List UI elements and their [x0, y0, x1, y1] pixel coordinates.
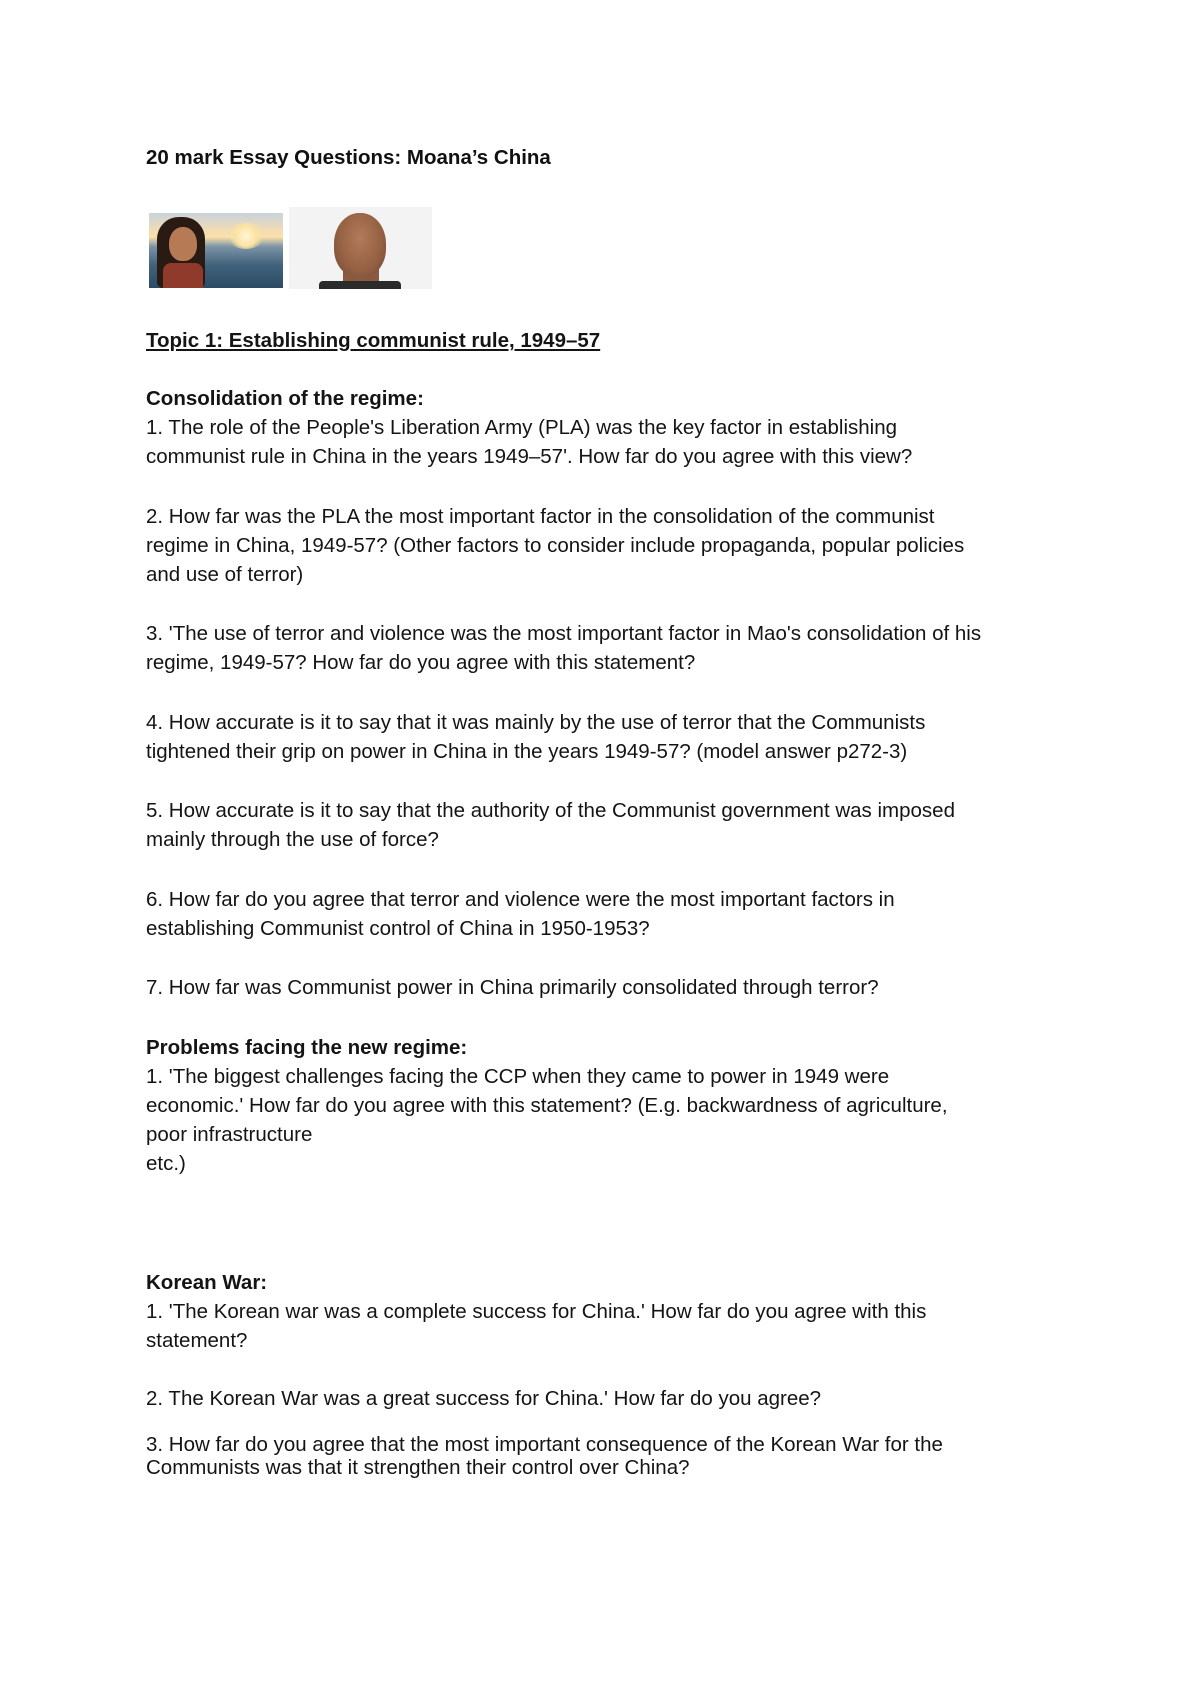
consolidation-q4-line2: tightened their grip on power in China in the years 1949-57? (model answer p272-3)	[146, 740, 908, 763]
consolidation-q6-line2: establishing Communist control of China in 1950-1953?	[146, 917, 650, 940]
consolidation-q6-line1: 6. How far do you agree that terror and violence were the most important factors in	[146, 888, 895, 911]
korean-q2-line1: 2. The Korean War was a great success for China.' How far do you agree?	[146, 1387, 822, 1410]
consolidation-q3-line1: 3. 'The use of terror and violence was the most important factor in Mao's consolidation of his	[146, 622, 982, 645]
sunset-sun	[227, 223, 265, 249]
problems-q1-line4: etc.)	[146, 1152, 186, 1175]
consolidation-q7-line1: 7. How far was Communist power in China primarily consolidated through terror?	[146, 976, 879, 999]
consolidation-q2-line2: regime in China, 1949-57? (Other factors to consider include propaganda, popular policies	[146, 534, 965, 557]
consolidation-q1-line2: communist rule in China in the years 1949–57'. How far do you agree with this view?	[146, 445, 913, 468]
korean-q3-line1: 3. How far do you agree that the most important consequence of the Korean War for the	[146, 1433, 943, 1456]
moana-image	[149, 213, 283, 288]
rock-head	[334, 213, 386, 277]
document-title: 20 mark Essay Questions: Moana’s China	[146, 146, 551, 169]
section-heading-consolidation: Consolidation of the regime:	[146, 387, 424, 410]
rock-image	[289, 207, 432, 289]
consolidation-q4-line1: 4. How accurate is it to say that it was mainly by the use of terror that the Communists	[146, 711, 926, 734]
moana-body	[163, 263, 203, 288]
section-heading-problems: Problems facing the new regime:	[146, 1036, 468, 1059]
consolidation-q2-line1: 2. How far was the PLA the most important factor in the consolidation of the communist	[146, 505, 935, 528]
consolidation-q5-line1: 5. How accurate is it to say that the authority of the Communist government was imposed	[146, 799, 955, 822]
problems-q1-line2: economic.' How far do you agree with this statement? (E.g. backwardness of agriculture,	[146, 1094, 948, 1117]
korean-q1-line2: statement?	[146, 1329, 248, 1352]
problems-q1-line1: 1. 'The biggest challenges facing the CCP when they came to power in 1949 were	[146, 1065, 890, 1088]
consolidation-q2-line3: and use of terror)	[146, 563, 304, 586]
consolidation-q5-line2: mainly through the use of force?	[146, 828, 439, 851]
topic-heading: Topic 1: Establishing communist rule, 1949–57	[146, 329, 601, 352]
korean-q3-line2: Communists was that it strengthen their control over China?	[146, 1456, 690, 1479]
korean-q1-line1: 1. 'The Korean war was a complete success for China.' How far do you agree with this	[146, 1300, 927, 1323]
moana-face	[169, 227, 197, 261]
rock-shirt	[319, 281, 401, 289]
consolidation-q1-line1: 1. The role of the People's Liberation Army (PLA) was the key factor in establishing	[146, 416, 898, 439]
problems-q1-line3: poor infrastructure	[146, 1123, 313, 1146]
section-heading-korean-war: Korean War:	[146, 1271, 268, 1294]
consolidation-q3-line2: regime, 1949-57? How far do you agree with this statement?	[146, 651, 696, 674]
